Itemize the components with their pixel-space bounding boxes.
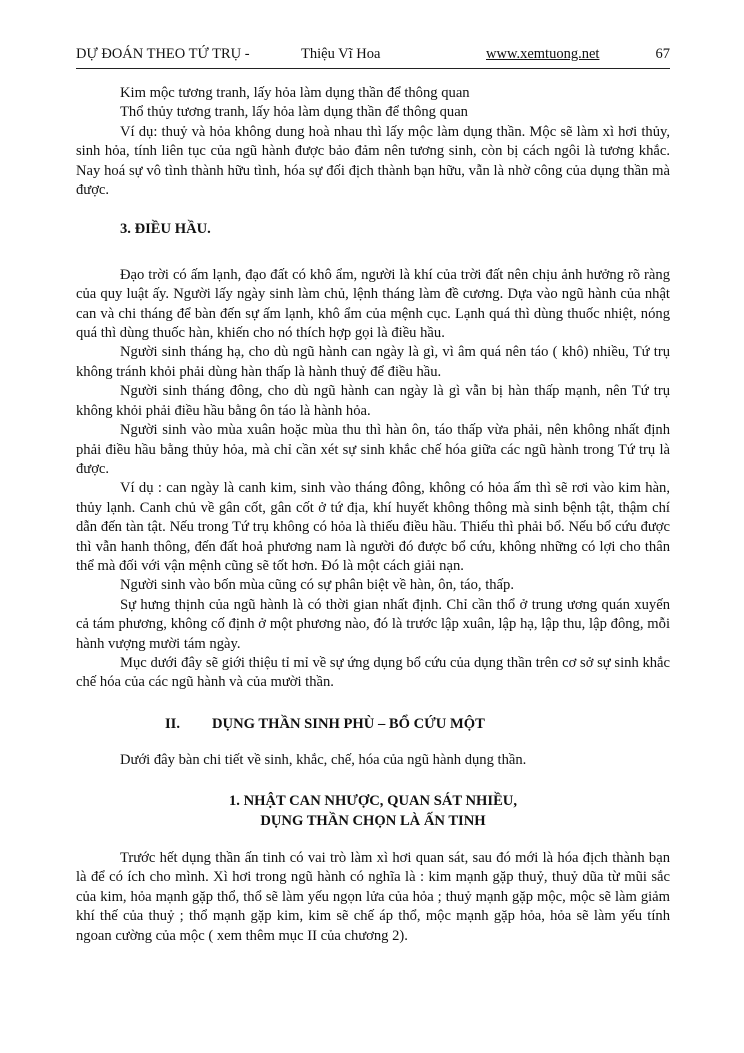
paragraph: Người sinh vào mùa xuân hoặc mùa thu thì hàn ôn, táo thấp vừa phải, nên không nhất định phải điều hầu bằng thủy hỏa, mà chỉ cần xét sự sinh khắc chế hóa giữa các ngũ hành trong Tứ trụ là được. — [76, 422, 670, 477]
page-body — [76, 84, 670, 946]
paragraph: Thổ thủy tương tranh, lấy hỏa làm dụng thần để thông quan — [120, 104, 468, 121]
section-heading-dieu-hau: 3. ĐIỀU HẦU. — [120, 221, 211, 238]
book-title: DỰ ĐOÁN THEO TỨ TRỤ - — [76, 46, 250, 62]
paragraph: Người sinh vào bốn mùa cũng có sự phân biệt về hàn, ôn, táo, thấp. — [120, 577, 514, 594]
subsection-heading-line1: 1. NHẬT CAN NHƯỢC, QUAN SÁT NHIỀU, — [229, 793, 517, 810]
page-header — [76, 46, 670, 69]
paragraph: Trước hết dụng thần ấn tinh có vai trò làm xì hơi quan sát, sau đó mới là hóa địch thành bạn là để có ích cho mình. Xì hơi trong ngũ hành có nghĩa là : kim mạnh gặp thuỷ, thuỷ dũa từ mũi sắc của kim, hỏa mạnh gặp thổ, thổ sẽ làm yếu ngọn lửa của hỏa ; thuỷ mạnh gặp mộc, mộc sẽ làm giảm khí thế của thuỷ ; thổ mạnh gặp kim, kim sẽ chế áp thổ, mộc mạnh gặp hỏa, hỏa sẽ làm yếu tính ngoan cường của mộc ( xem thêm mục II của chương 2). — [76, 850, 670, 944]
page-number: 67 — [655, 46, 670, 62]
paragraph: Người sinh tháng hạ, cho dù ngũ hành can ngày là gì, vì âm quá nên táo ( khô) nhiều, Tứ trụ không tránh khỏi phải dùng hàn thấp là hành thuỷ để điều hầu. — [76, 344, 670, 380]
author-name: Thiệu Vĩ Hoa — [301, 46, 381, 62]
website-link[interactable]: www.xemtuong.net — [486, 46, 600, 62]
paragraph: Ví dụ: thuỷ và hỏa không dung hoà nhau thì lấy mộc làm dụng thần. Mộc sẽ làm xì hơi thủy, sinh hỏa, tính liên tục của ngũ hành được bảo đảm nên tương sinh, còn bị cách ngôi là tương khắc. Nay hoá sự vô tình thành hữu tình, hóa sự đối địch thành bạn hữu, vẫn là nhờ công của dụng thần mà được. — [76, 123, 670, 199]
paragraph: Đạo trời có ấm lạnh, đạo đất có khô ẩm, người là khí của trời đất nên chịu ảnh hưởng rõ ràng của quy luật ấy. Người lấy ngày sinh làm chủ, lệnh tháng làm đề cương. Dựa vào ngũ hành của nhật can và chi tháng để bàn đến sự ấm lạnh, khô ẩm của mệnh cục. Lạnh quá thì dùng thuốc nhiệt, nóng quá thì dùng thuốc hàn, khiến cho nó thích hợp gọi là điều hầu. — [76, 266, 670, 342]
paragraph: Kim mộc tương tranh, lấy hỏa làm dụng thần để thông quan — [120, 85, 470, 101]
section-number: II. — [165, 715, 181, 732]
section-title: DỤNG THẦN SINH PHÙ – BỔ CỨU MỘT — [212, 715, 485, 732]
paragraph: Mục dưới đây sẽ giới thiệu tỉ mỉ về sự ứng dụng bổ cứu của dụng thần trên cơ sở sự sinh khắc chế hóa của các ngũ hành và của mười thần. — [76, 654, 670, 691]
subsection-heading-line2: DỤNG THẦN CHỌN LÀ ẤN TINH — [260, 812, 486, 829]
paragraph: Dưới đây bàn chi tiết về sinh, khắc, chế, hóa của ngũ hành dụng thần. — [120, 751, 527, 768]
paragraph: Ví dụ : can ngày là canh kim, sinh vào tháng đông, không có hỏa ấm thì sẽ rơi vào kim hàn, thủy lạnh. Canh chủ về gân cốt, gân cốt ở tứ địa, khí huyết không thông mà sinh bệnh tật, thậm chí dẫn đến tàn tật. Nếu trong Tứ trụ không có hỏa là thiếu điều hầu. Thiếu thì phải bổ. Nếu bổ cứu được thì vẫn hanh thông, đến đất hoả phương nam là người đó được bổ cứu, không những có lợi cho thân thể mà đối với vận mệnh cũng sẽ tốt hơn. Đó là một cách giải nạn. — [76, 480, 670, 574]
section-heading-ii — [76, 715, 670, 735]
paragraph: Người sinh tháng đông, cho dù ngũ hành can ngày là gì vẫn bị hàn thấp mạnh, nên Tứ trụ không khỏi phải điều hầu bằng ôn táo là hành hỏa. — [76, 383, 670, 419]
paragraph: Sự hưng thịnh của ngũ hành là có thời gian nhất định. Chỉ cần thổ ở trung ương quán xuyến cả tám phương, không cố định ở một phương nào, đó là trước lập xuân, lập hạ, lập thu, lập đông, mỗi hành vượng mười tám ngày. — [76, 596, 670, 652]
